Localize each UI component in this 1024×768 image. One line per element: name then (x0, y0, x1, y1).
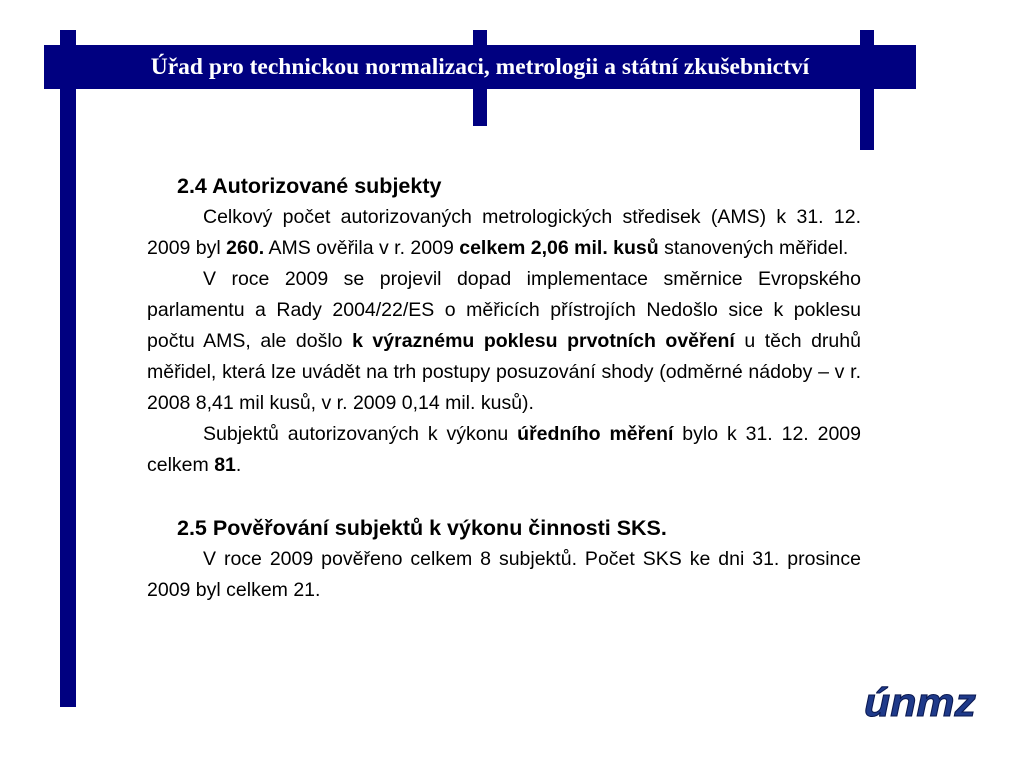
header-title: Úřad pro technickou normalizaci, metrologii a státní zkušebnictví (150, 53, 810, 80)
bold-run: celkem 2,06 mil. kusů (459, 237, 659, 259)
paragraph-sks-count (147, 544, 861, 606)
text-run: bylo k 31. 12. 2009 celkem (147, 423, 861, 476)
bold-run: k výraznému poklesu prvotních ověření (352, 330, 735, 352)
text-run: V roce 2009 se projevil dopad implementace směrnice Evropského parlamentu a Rady 2004/22/ES o měřicích přístrojích Nedošlo sice k poklesu počtu AMS, ale došlo (147, 268, 861, 352)
bold-run: 260. (226, 237, 265, 259)
text-run: Subjektů autorizovaných k výkonu (203, 423, 518, 445)
section-spacer (147, 481, 861, 512)
text-run: u těch druhů měřidel, která lze uvádět na trh postupy posuzování shody (odměrné nádoby – v r. 2008 8,41 mil kusů, v r. 2009 0,14 mil. kusů). (147, 330, 861, 414)
bold-run: úředního měření (517, 423, 674, 445)
unmz-logo (862, 683, 978, 723)
text-run: Celkový počet autorizovaných metrologických středisek (AMS) k 31. 12. 2009 byl (147, 206, 861, 259)
slide-content (147, 170, 861, 606)
text-run: stanovených měřidel. (658, 237, 849, 259)
text-run: AMS ověřila v r. 2009 (264, 237, 460, 259)
text-run: . (235, 454, 242, 476)
left-vertical-bar (60, 30, 76, 707)
paragraph-ams-count (147, 202, 861, 264)
unmz-logo-text: únmz (864, 683, 976, 723)
bold-run: 81 (214, 454, 236, 476)
section-heading-autorizovane-subjekty: 2.4 Autorizované subjekty (177, 174, 442, 198)
header-band (44, 45, 916, 89)
paragraph-official-measurement (147, 419, 861, 481)
section-heading-poverovani-subjektu: 2.5 Pověřování subjektů k výkonu činnosti SKS. (177, 516, 667, 540)
text-run: V roce 2009 pověřeno celkem 8 subjektů. Počet SKS ke dni 31. prosince 2009 byl celkem 21. (147, 548, 861, 601)
paragraph-directive-impact (147, 264, 861, 419)
